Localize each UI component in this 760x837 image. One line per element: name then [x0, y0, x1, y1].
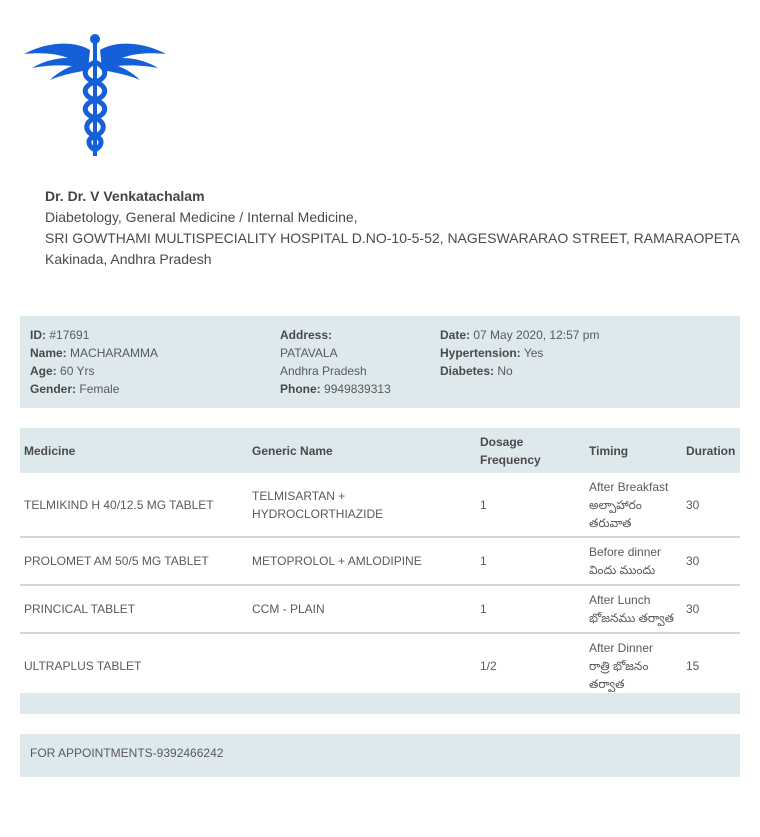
dosage-frequency: 1 [476, 585, 585, 633]
address-line1: PATAVALA [280, 346, 338, 360]
timing [585, 473, 682, 537]
header-dosage-line2: Frequency [480, 452, 541, 467]
patient-details [20, 316, 740, 408]
phone-label: Phone: [280, 382, 321, 396]
medicine-name: TELMIKIND H 40/12.5 MG TABLET [20, 473, 248, 537]
duration: 30 [682, 585, 740, 633]
header-dosage-line1: Dosage [480, 434, 524, 449]
medicine-name: PRINCICAL TABLET [20, 585, 248, 633]
table-header-row [20, 428, 740, 473]
caduceus-icon [24, 32, 166, 158]
appointments-text: FOR APPOINTMENTS-9392466242 [30, 746, 224, 760]
date-label: Date: [440, 328, 471, 342]
table-row [20, 537, 740, 585]
patient-name: MACHARAMMA [70, 346, 159, 360]
header-timing: Timing [585, 428, 682, 473]
header-medicine: Medicine [20, 428, 248, 473]
timing-telugu: అల్పాహారం తరువాత [589, 497, 642, 530]
timing [585, 633, 682, 698]
patient-gender: Female [79, 382, 120, 396]
table-row [20, 473, 740, 537]
timing [585, 585, 682, 633]
medicine-name: ULTRAPLUS TABLET [20, 633, 248, 698]
timing-telugu: రాత్రి భోజనం తర్వాత [589, 658, 649, 691]
name-label: Name: [30, 346, 67, 360]
hospital-address: SRI GOWTHAMI MULTISPECIALITY HOSPITAL D.NO-10-5-52, NAGESWARARAO STREET, RAMARAOPETA [45, 230, 740, 246]
diabetes-label: Diabetes: [440, 364, 495, 378]
patient-identity [30, 326, 158, 398]
hypertension-label: Hypertension: [440, 346, 521, 360]
generic-name: CCM - PLAIN [248, 585, 476, 633]
patient-phone: 9949839313 [324, 382, 391, 396]
header-generic-name: Generic Name [248, 428, 476, 473]
dosage-frequency: 1 [476, 537, 585, 585]
doctor-name: Dr. Dr. V Venkatachalam [45, 188, 205, 204]
doctor-info [45, 186, 740, 270]
duration: 15 [682, 633, 740, 698]
table-row [20, 633, 740, 698]
hypertension-value: Yes [523, 346, 544, 360]
table-footer-strip [20, 693, 740, 714]
timing-english: After Breakfast [589, 479, 669, 494]
duration: 30 [682, 473, 740, 537]
generic-name: METOPROLOL + AMLODIPINE [248, 537, 476, 585]
timing [585, 537, 682, 585]
doctor-specialty: Diabetology, General Medicine / Internal Medicine, [45, 209, 358, 225]
age-label: Age: [30, 364, 57, 378]
patient-age: 60 Yrs [60, 364, 95, 378]
timing-english: After Dinner [589, 640, 654, 655]
id-label: ID: [30, 328, 46, 342]
dosage-frequency: 1 [476, 473, 585, 537]
generic-name [248, 473, 476, 537]
generic-line2: HYDROCLORTHIAZIDE [252, 506, 384, 521]
generic-name [248, 633, 476, 698]
timing-telugu: విందు ముందు [589, 563, 656, 577]
header-duration: Duration [682, 428, 740, 473]
prescription-table [20, 428, 740, 699]
diabetes-value: No [497, 364, 513, 378]
medicine-name: PROLOMET AM 50/5 MG TABLET [20, 537, 248, 585]
hospital-location: Kakinada, Andhra Pradesh [45, 251, 212, 267]
table-row [20, 585, 740, 633]
timing-english: After Lunch [589, 593, 651, 607]
dosage-frequency: 1/2 [476, 633, 585, 698]
patient-contact [280, 326, 391, 398]
header-dosage-frequency [476, 428, 585, 473]
gender-label: Gender: [30, 382, 77, 396]
appointments-banner [20, 734, 740, 777]
timing-english: Before dinner [589, 545, 662, 559]
visit-date: 07 May 2020, 12:57 pm [473, 328, 600, 342]
address-label: Address: [280, 328, 333, 342]
generic-line1: TELMISARTAN + [252, 488, 346, 503]
address-line2: Andhra Pradesh [280, 364, 367, 378]
patient-visit [440, 326, 599, 380]
timing-telugu: భోజనము తర్వాత [589, 611, 674, 625]
patient-id: #17691 [49, 328, 90, 342]
duration: 30 [682, 537, 740, 585]
